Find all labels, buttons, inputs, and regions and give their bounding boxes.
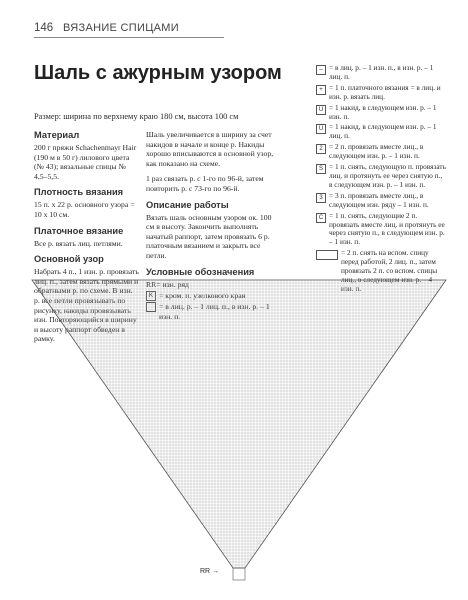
density-heading: Плотность вязания xyxy=(34,187,124,198)
density-text: 15 п. х 22 р. основного узора = 10 х 10 см. xyxy=(34,200,135,219)
legend-row xyxy=(316,163,446,190)
legend-text: = 1 п. снять, следующую п. провязать лиц. и протянуть ее через снятую п., в следующем изн. р. – 1 изн. п. xyxy=(329,162,446,189)
work-heading: Описание работы xyxy=(146,199,229,210)
k2tog-icon: 2 xyxy=(316,144,326,154)
chart-footer-label: RR → xyxy=(200,568,220,575)
legend-row xyxy=(316,123,446,141)
header-rule xyxy=(34,37,224,38)
plain-text: Все р. вязать лиц. петлями. xyxy=(34,238,123,248)
plain-heading: Платочное вязание xyxy=(34,225,124,236)
legend-row xyxy=(316,143,446,161)
k3tog-icon: 3 xyxy=(316,193,326,203)
yarn-over-icon: U xyxy=(316,105,326,115)
legend-text: = 1 накид, в следующем изн. р. – 1 лиц. п. xyxy=(329,122,437,141)
cable-symbol-icon xyxy=(316,250,338,260)
yarn-over-purl-icon: Ü xyxy=(316,124,326,134)
chart-grid-lines xyxy=(32,280,446,568)
purl-symbol-icon: – xyxy=(316,65,326,75)
repeat-text: 1 раз связать р. с 1-го по 96-й, затем повторить р. с 73-го по 96-й. xyxy=(146,174,264,193)
work-text: Вязать шаль основным узором ок. 100 см в высоту. Закончить выполнять начатый раппорт, затем провязать 6 р. платочным вязанием и закрыть все петли. xyxy=(146,212,272,260)
legend-row xyxy=(316,84,446,102)
legend-text: = в лиц. р. – 1 изн. п., в изн. р. – 1 лиц. п. xyxy=(329,63,434,81)
legend-text: = 2 п. провязать вместе лиц., в следующем изн. р. – 1 изн. п. xyxy=(329,142,424,161)
main-pattern-text: Набрать 4 п., 1 изн. р. провязать лиц. п., затем вязать прямыми и обратными р. по схеме. В изн. р. все петли провязывать по рисунку, накиды провязывать изн. Повторяющийся в ширину и высоту раппорт обведен в рамку. xyxy=(34,267,139,344)
legend-row xyxy=(316,104,446,122)
edge-symbol-icon: K xyxy=(146,291,156,301)
legend-row xyxy=(316,64,446,82)
rr-note: RR= изн. ряд xyxy=(146,279,189,289)
legend-row xyxy=(316,192,446,210)
legend-text: = 2 п. снять на вспом. спицу перед работой, 2 лиц. п., затем провязать 2 п. со вспом. спицы лиц., в следующем изн. р. – 4 изн. п. xyxy=(341,248,438,293)
legend-column xyxy=(316,64,446,296)
section-title: ВЯЗАНИЕ СПИЦАМИ xyxy=(63,22,179,34)
article-title: Шаль с ажурным узором xyxy=(34,62,282,84)
sk2p-icon: C xyxy=(316,213,326,223)
knitting-chart xyxy=(30,278,448,592)
garter-symbol-icon: + xyxy=(316,85,326,95)
symbol-text: = в лиц. р. – 1 лиц. п., в изн. р. – 1 изн. п. xyxy=(159,302,270,321)
symbols-heading: Условные обозначения xyxy=(146,266,255,277)
skp-icon: S xyxy=(316,164,326,174)
material-text: 200 г пряжи Schachenmayr Hair (190 м в 50 г) лилового цвета (№ 43); вязальные спицы № 4,5–5,5. xyxy=(34,143,137,181)
legend-text: = 1 п. снять, следующие 2 п. провязать вместе лиц. и протянуть ее через снятую п., в следующем изн. р. – 1 изн. п. xyxy=(329,210,445,247)
legend-row xyxy=(316,212,446,248)
intro-text: Шаль увеличивается в ширину за счет накидов в начале и конце р. Накиды хорошо вписываются в основной узор, как показано на схеме. xyxy=(146,130,274,168)
chart-bottom-stem xyxy=(233,568,245,580)
material-heading: Материал xyxy=(34,130,80,140)
page-number: 146 xyxy=(34,22,54,34)
legend-text: = 1 п. платочного вязания = в лиц. и изн. р. вязать лиц. xyxy=(329,82,441,101)
legend-text: = 1 накид, в следующем изн. р. – 1 изн. п. xyxy=(329,102,437,121)
page-header xyxy=(0,0,468,40)
main-pattern-heading: Основной узор xyxy=(34,254,104,265)
symbol-text: = кром. п. узелкового края xyxy=(159,291,246,301)
size-line: Размер: ширина по верхнему краю 180 см, высота 100 см xyxy=(34,112,239,121)
legend-text: = 3 п. провязать вместе лиц., в следующем изн. ряду – 1 изн. п. xyxy=(329,190,429,209)
